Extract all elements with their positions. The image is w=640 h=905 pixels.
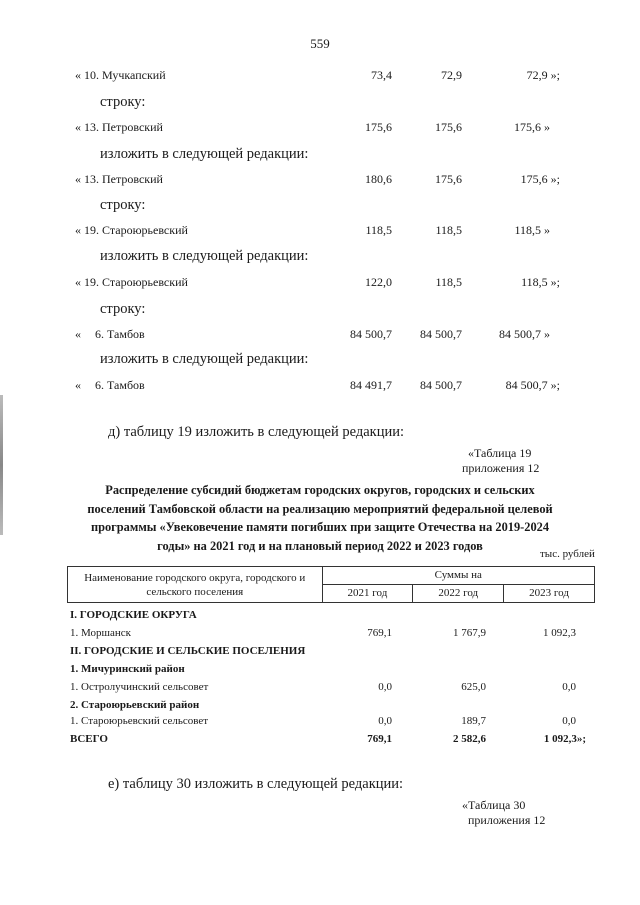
t19-row-5-name: 1. Остролучинский сельсовет xyxy=(70,681,209,693)
table19-title: Распределение субсидий бюджетам городских округов, городских и сельских поселений Тамбовской области на реализацию мероприятий федеральной целевой программы «Увековечение памяти погибших при защите Отечества на 2019-2024 годы» на 2021 год и на плановый период 2022 и 2023 годов xyxy=(87,483,553,553)
t19-row-5-v3: 0,0 xyxy=(562,681,576,693)
t19-row-4-name: 1. Мичуринский район xyxy=(70,663,185,675)
t19-row-1-name: I. ГОРОДСКИЕ ОКРУГА xyxy=(70,609,197,621)
row-11-v1: 84 500,7 xyxy=(350,327,392,341)
row-3-v3: 175,6 » xyxy=(514,120,550,134)
section-e-text: е) таблицу 30 изложить в следующей редакции: xyxy=(108,776,404,792)
row-9-label: « 19. Староюрьевский xyxy=(75,275,188,289)
row-9-v3: 118,5 »; xyxy=(521,275,560,289)
page-number: 559 xyxy=(310,36,330,51)
table19-header xyxy=(67,566,595,603)
row-11-v2: 84 500,7 xyxy=(420,327,462,341)
header-year-2022: 2022 год xyxy=(413,585,504,603)
row-13-v3: 84 500,7 »; xyxy=(505,378,560,392)
row-1-v3: 72,9 »; xyxy=(526,68,560,82)
row-5-label: « 13. Петровский xyxy=(75,172,163,186)
row-5-v3: 175,6 »; xyxy=(520,172,560,186)
row-9-v1: 122,0 xyxy=(365,275,392,289)
row-1-label: « 10. Мучкапский xyxy=(75,68,166,82)
row-3-v1: 175,6 xyxy=(365,120,392,134)
row-7-v3: 118,5 » xyxy=(514,223,550,237)
row-10-text: строку: xyxy=(100,301,146,317)
row-7-label: « 19. Староюрьевский xyxy=(75,223,188,237)
t19-total-v3: 1 092,3»; xyxy=(543,733,586,745)
header-sums: Суммы на xyxy=(322,567,594,585)
table30-ref-line1: «Таблица 30 xyxy=(462,798,526,812)
row-13-label: 6. Тамбов xyxy=(95,378,145,392)
row-11-quote: « xyxy=(75,327,81,341)
row-13-v1: 84 491,7 xyxy=(350,378,392,392)
row-9-v2: 118,5 xyxy=(435,275,462,289)
row-7-v1: 118,5 xyxy=(365,223,392,237)
header-year-2023: 2023 год xyxy=(504,585,595,603)
t19-row-7-v1: 0,0 xyxy=(378,715,392,727)
t19-row-3-name: II. ГОРОДСКИЕ И СЕЛЬСКИЕ ПОСЕЛЕНИЯ xyxy=(70,645,306,657)
row-13-quote: « xyxy=(75,378,81,392)
header-year-2021: 2021 год xyxy=(322,585,413,603)
t19-row-5-v2: 625,0 xyxy=(461,681,486,693)
row-5-v1: 180,6 xyxy=(365,172,392,186)
section-d-text: д) таблицу 19 изложить в следующей редакции: xyxy=(108,424,405,440)
row-11-v3: 84 500,7 » xyxy=(499,327,550,341)
row-8-text: изложить в следующей редакции: xyxy=(100,248,309,264)
row-1-v1: 73,4 xyxy=(371,68,392,82)
header-name-col: Наименование городского округа, городского и сельского поселения xyxy=(68,567,323,603)
t19-row-2-name: 1. Моршанск xyxy=(70,627,131,639)
units-label: тыс. рублей xyxy=(540,548,595,560)
row-13-v2: 84 500,7 xyxy=(420,378,462,392)
row-3-label: « 13. Петровский xyxy=(75,120,163,134)
table19-ref-line2: приложения 12 xyxy=(462,461,540,475)
t19-row-2-v2: 1 767,9 xyxy=(453,627,486,639)
scan-edge-mark xyxy=(0,395,3,535)
t19-row-5-v1: 0,0 xyxy=(378,681,392,693)
t19-total-v2: 2 582,6 xyxy=(453,733,486,745)
t19-row-7-name: 1. Староюрьевский сельсовет xyxy=(70,715,209,727)
t19-total-v1: 769,1 xyxy=(367,733,392,745)
row-2-text: строку: xyxy=(100,94,146,110)
t19-row-7-v3: 0,0 xyxy=(562,715,576,727)
row-11-label: 6. Тамбов xyxy=(95,327,145,341)
row-7-v2: 118,5 xyxy=(435,223,462,237)
row-3-v2: 175,6 xyxy=(435,120,462,134)
t19-total-name: ВСЕГО xyxy=(70,733,108,745)
t19-row-2-v1: 769,1 xyxy=(367,627,392,639)
t19-row-7-v2: 189,7 xyxy=(461,715,486,727)
row-6-text: строку: xyxy=(100,197,146,213)
table30-ref-line2: приложения 12 xyxy=(468,813,546,827)
row-4-text: изложить в следующей редакции: xyxy=(100,146,309,162)
table19-ref-line1: «Таблица 19 xyxy=(468,446,532,460)
row-1-v2: 72,9 xyxy=(441,68,462,82)
row-12-text: изложить в следующей редакции: xyxy=(100,351,309,367)
t19-row-2-v3: 1 092,3 xyxy=(543,627,576,639)
row-5-v2: 175,6 xyxy=(435,172,462,186)
t19-row-6-name: 2. Староюрьевский район xyxy=(70,699,200,711)
